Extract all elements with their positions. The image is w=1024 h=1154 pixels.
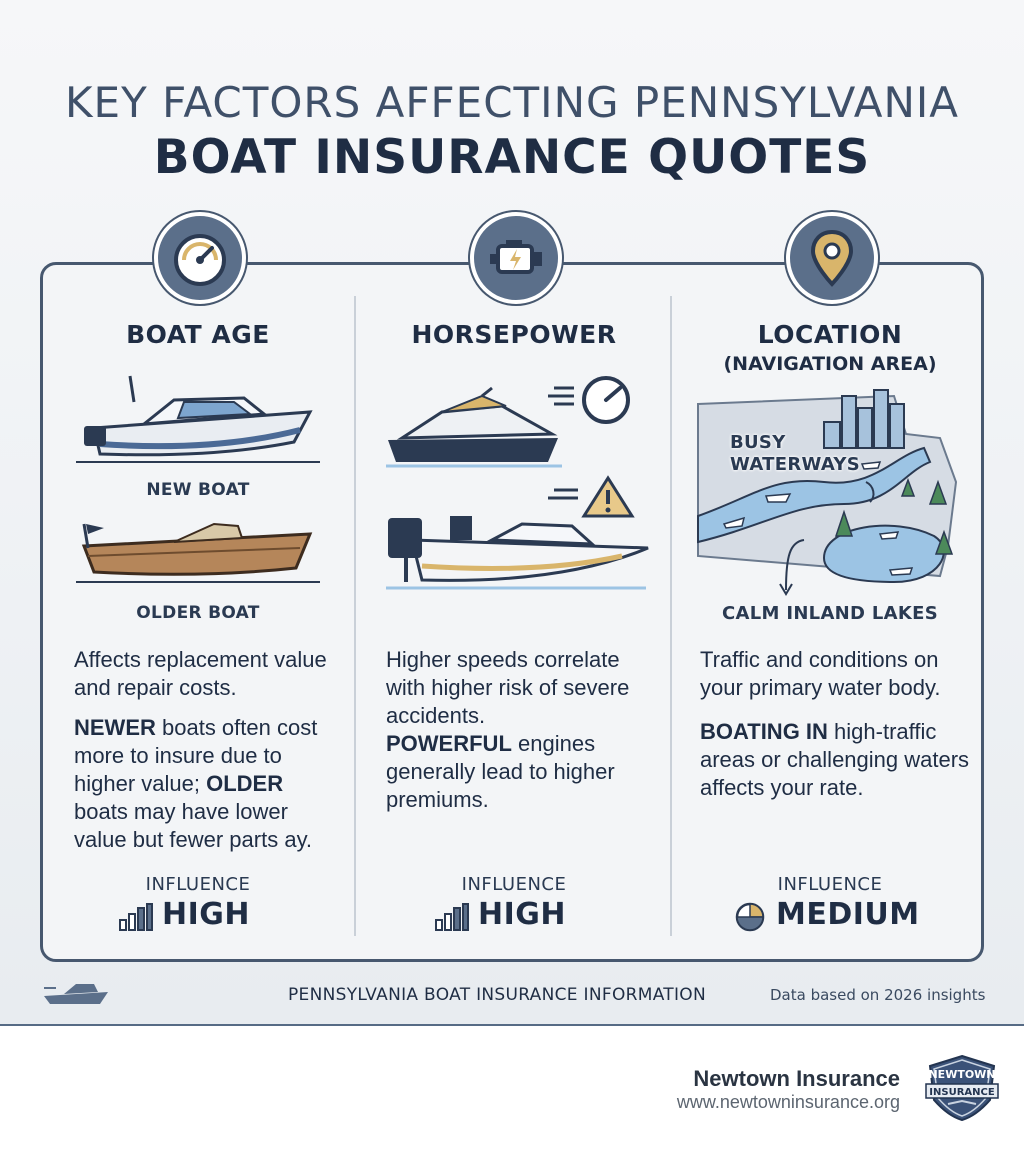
footer-note: Data based on 2026 insights — [770, 986, 986, 1004]
text-span: boats often cost more to insure due to higher value; — [74, 715, 318, 796]
newtown-insurance-logo — [924, 1054, 1000, 1122]
speedboat-illustration — [382, 474, 650, 594]
footer-rule — [0, 1024, 1024, 1026]
influence-value-boat-age: HIGH — [162, 897, 251, 932]
new-boat-illustration — [74, 372, 324, 468]
boat-age-summary: Affects replacement value and repair costs. — [74, 647, 327, 700]
influence-label: INFLUENCE — [777, 874, 883, 895]
caption-busy-waterways: BUSY WATERWAYS — [730, 432, 860, 475]
map-pin-icon — [786, 212, 878, 304]
column-divider — [670, 296, 672, 936]
emphasis-boating-in: BOATING IN — [700, 719, 828, 744]
column-subtitle-location: (NAVIGATION AREA) — [723, 353, 937, 375]
text-span: engines generally lead to higher premiums. — [386, 731, 615, 812]
title-line-2: BOAT INSURANCE QUOTES — [153, 130, 871, 185]
caption-calm-lakes: CALM INLAND LAKES — [722, 603, 938, 624]
text-span: high-traffic areas or challenging waters affects your rate. — [700, 719, 970, 800]
column-title-location: LOCATION — [757, 320, 903, 349]
engine-icon — [470, 212, 562, 304]
footer-info: PENNSYLVANIA BOAT INSURANCE INFORMATION — [288, 985, 707, 1005]
caption-older-boat: OLDER BOAT — [136, 603, 260, 623]
svg-text:INSURANCE: INSURANCE — [929, 1087, 995, 1098]
warning-icon — [548, 478, 632, 516]
influence-value-horsepower: HIGH — [478, 897, 567, 932]
emphasis-older: OLDER — [206, 771, 284, 796]
bar-chart-icon — [118, 902, 154, 932]
influence-value-location: MEDIUM — [776, 897, 920, 932]
brand-url[interactable]: www.newtowninsurance.org — [676, 1092, 900, 1112]
location-details — [700, 718, 970, 802]
emphasis-newer: NEWER — [74, 715, 156, 740]
location-summary: Traffic and conditions on your primary water body. — [700, 647, 941, 700]
boat-logo-icon — [42, 980, 110, 1006]
column-title-boat-age: BOAT AGE — [126, 320, 270, 349]
navigation-map-illustration — [694, 386, 964, 598]
jet-ski-illustration — [382, 372, 640, 472]
column-title-horsepower: HORSEPOWER — [411, 320, 617, 349]
older-boat-illustration — [74, 518, 324, 588]
speedometer-icon — [548, 378, 628, 422]
influence-label: INFLUENCE — [461, 874, 567, 895]
caption-new-boat: NEW BOAT — [146, 480, 250, 500]
pie-chart-icon — [734, 901, 766, 933]
speedometer-icon — [154, 212, 246, 304]
horsepower-details — [386, 730, 656, 814]
bar-chart-icon — [434, 902, 470, 932]
horsepower-summary: Higher speeds correlate with higher risk of severe accidents. — [386, 647, 630, 728]
column-divider — [354, 296, 356, 936]
text-span: boats may have lower value but fewer parts ay. — [74, 799, 313, 852]
brand-name: Newtown Insurance — [693, 1066, 900, 1091]
emphasis-powerful: POWERFUL — [386, 731, 512, 756]
boat-age-details — [74, 714, 336, 854]
svg-text:NEWTOWN: NEWTOWN — [928, 1068, 996, 1081]
influence-label: INFLUENCE — [145, 874, 251, 895]
title-line-1: KEY FACTORS AFFECTING PENNSYLVANIA — [65, 78, 959, 127]
